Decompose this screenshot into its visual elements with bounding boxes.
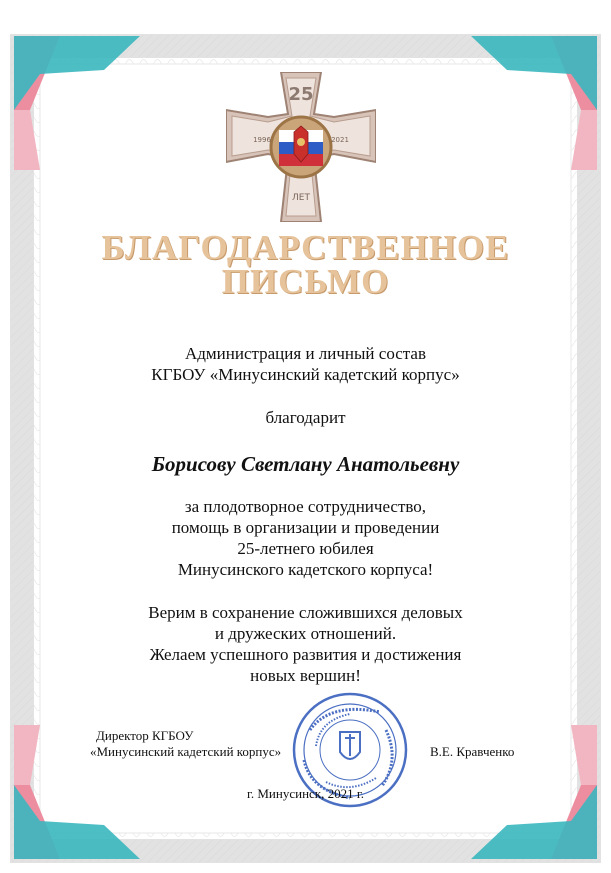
wish-line-2: и дружеских отношений. (214, 624, 397, 643)
from-line-2: КГБОУ «Минусинский кадетский корпус» (151, 365, 460, 384)
recipient-name: Борисову Светлану Анатольевну (151, 452, 460, 476)
thanks-word: благодарит (265, 408, 346, 427)
emblem-number: 25 (288, 84, 314, 105)
reason-line-2: помощь в организации и проведении (171, 518, 440, 537)
place-and-date: г. Минусинск, 2021 г. (247, 786, 364, 801)
signatory-name: В.Е. Кравченко (430, 744, 515, 759)
title-line-1: БЛАГОДАРСТВЕННОЕ (101, 228, 510, 267)
from-line-1: Администрация и личный состав (184, 344, 427, 363)
wish-line-1: Верим в сохранение сложившихся деловых (148, 603, 463, 622)
cadet-cross-emblem (226, 72, 376, 222)
signature-position-line-1: Директор КГБОУ (96, 728, 194, 743)
emblem-year-left: 1996 (253, 136, 271, 144)
signature-position-line-2: «Минусинский кадетский корпус» (90, 744, 282, 759)
reason-line-1: за плодотворное сотрудничество, (184, 497, 427, 516)
wish-line-4: новых вершин! (250, 666, 361, 685)
reason-line-4: Минусинского кадетского корпуса! (177, 560, 434, 579)
wish-line-3: Желаем успешного развития и достижения (149, 645, 462, 664)
emblem-bottom-word: ЛЕТ (292, 193, 310, 203)
title-line-2: ПИСЬМО (221, 262, 390, 301)
emblem-year-right: 2021 (331, 136, 349, 144)
reason-line-3: 25-летнего юбилея (237, 539, 374, 558)
